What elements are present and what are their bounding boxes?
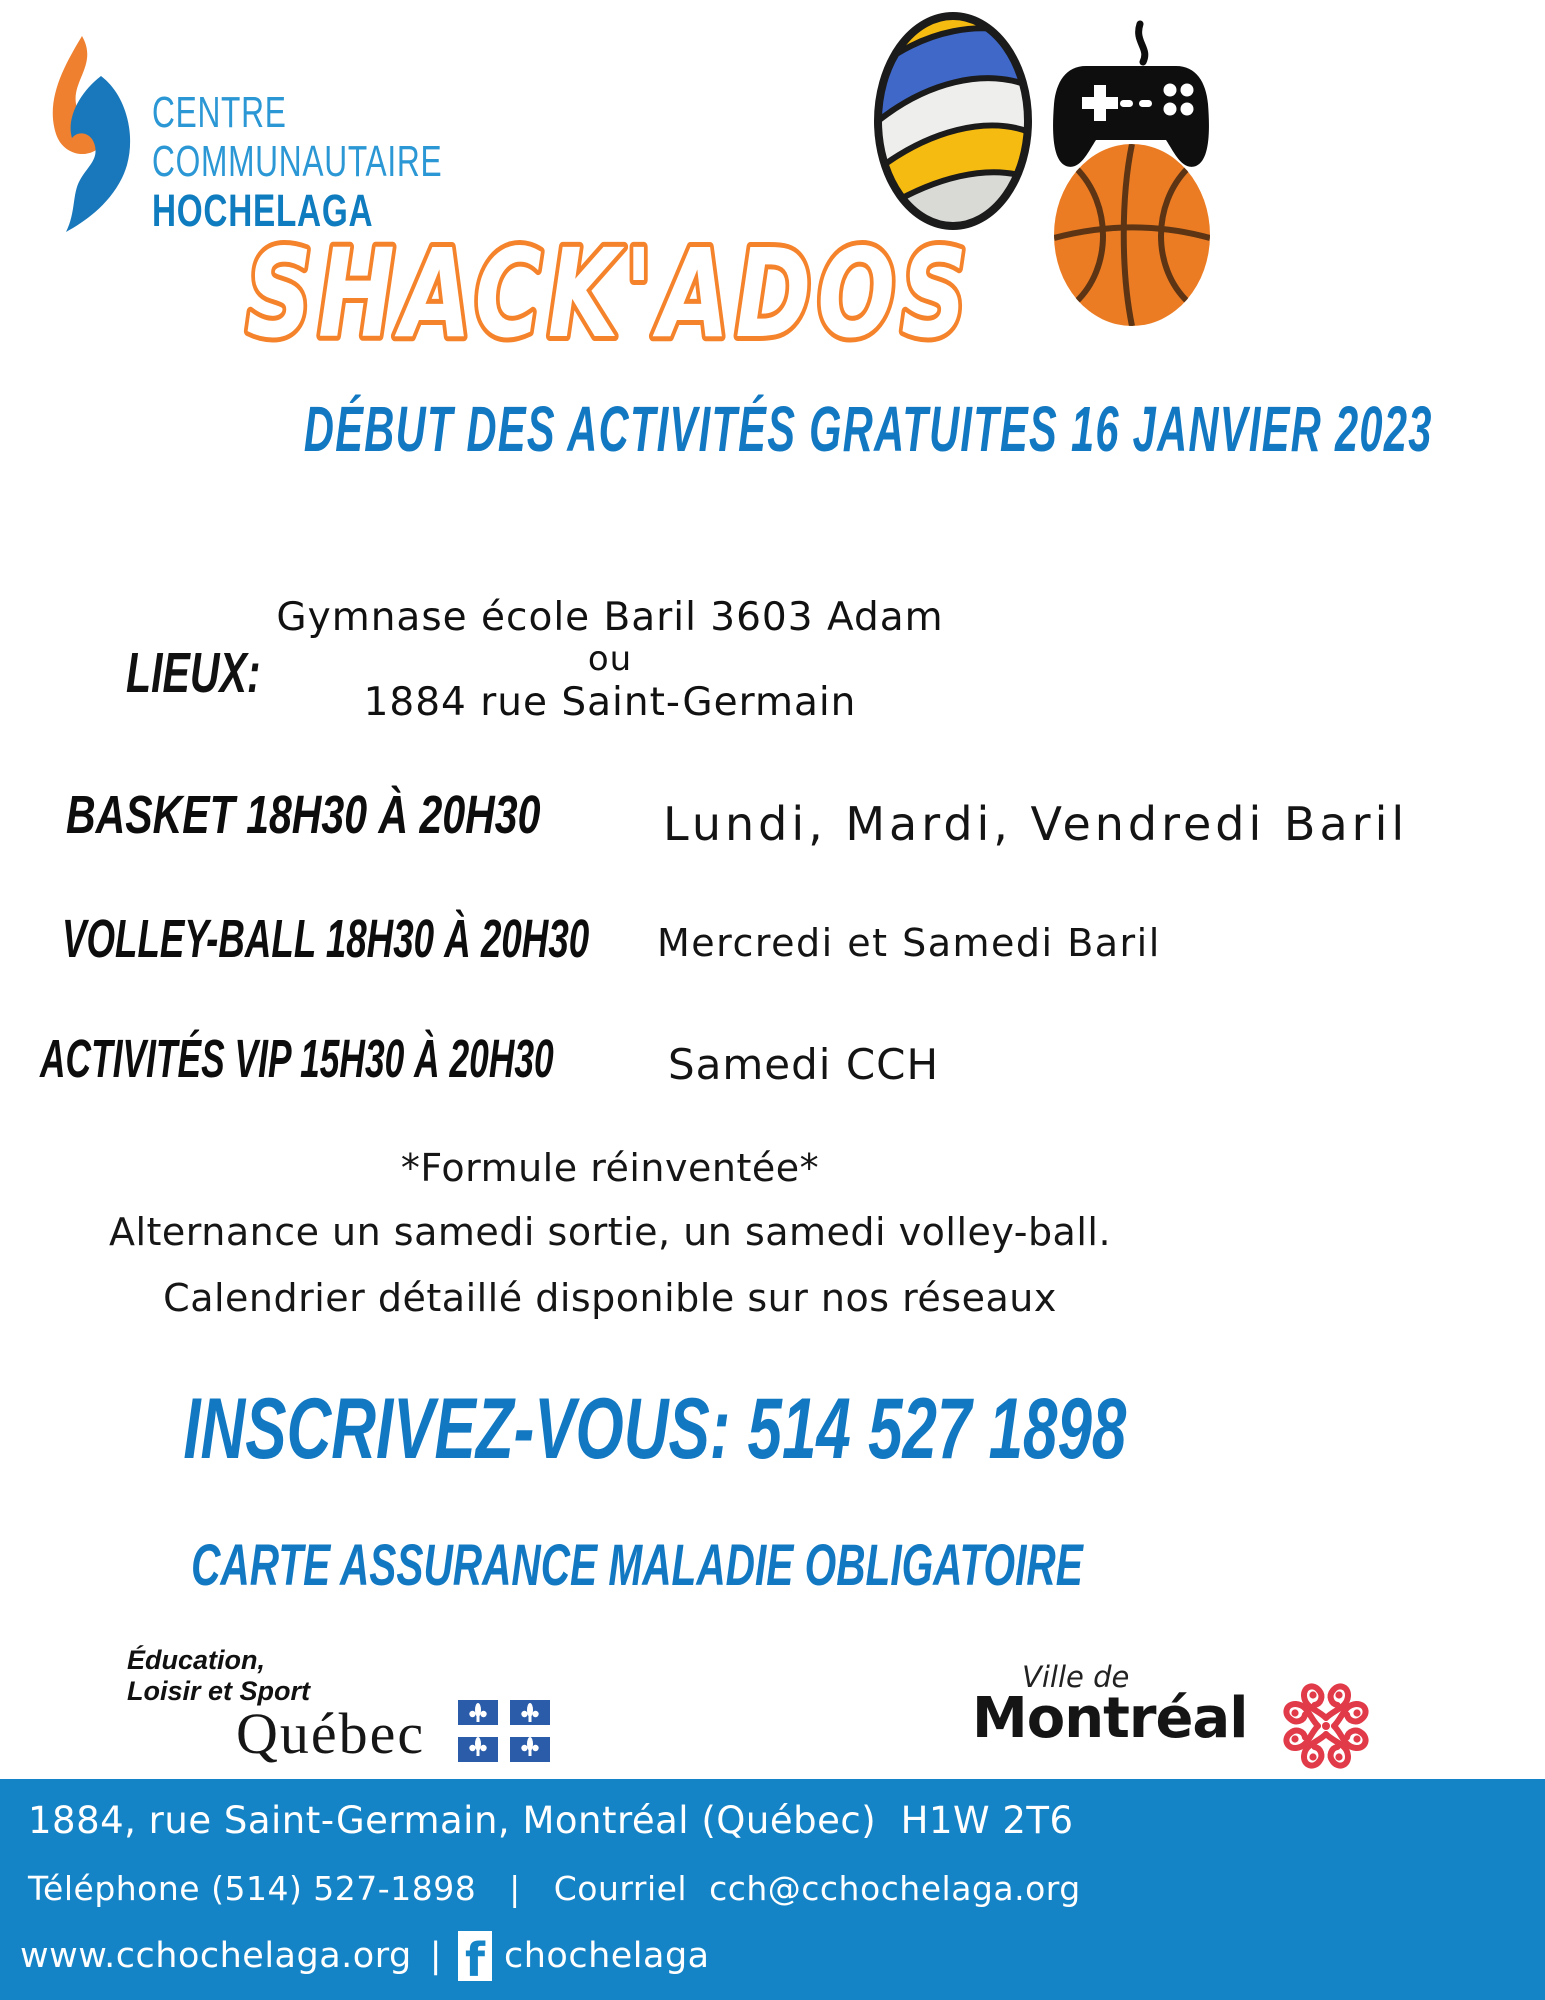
register-text: INSCRIVEZ-VOUS: 514 527 1898 <box>183 1381 1127 1477</box>
facebook-icon: f <box>458 1931 492 1981</box>
headline <box>0 392 1433 466</box>
lieux-line: 1884 rue Saint-Germain <box>363 680 857 725</box>
flame-logo-icon <box>38 30 138 235</box>
note-line: *Formule réinventée* <box>400 1146 820 1190</box>
card-notice-text: CARTE ASSURANCE MALADIE OBLIGATOIRE <box>191 1533 1083 1598</box>
activity-label: ACTIVITÉS VIP 15H30 À 20H30 <box>40 1029 554 1089</box>
page-title-text: SHACK'ADOS <box>246 223 974 366</box>
footer <box>0 1779 1545 2000</box>
volleyball-icon <box>872 8 1034 234</box>
register-heading <box>0 1380 1220 1479</box>
card-notice <box>0 1532 1220 1599</box>
quebec-flag-icon <box>458 1700 550 1762</box>
quebec-wordmark: Québec <box>236 1701 426 1766</box>
montreal-rosette-icon <box>1278 1678 1374 1774</box>
logo-line-3: HOCHELAGA <box>152 185 374 236</box>
quebec-dept-line: Loisir et Sport <box>127 1676 311 1706</box>
activity-label: VOLLEY-BALL 18H30 À 20H30 <box>62 909 590 969</box>
pipe-separator: | <box>429 1936 442 1976</box>
note-line: Calendrier détaillé disponible sur nos réseaux <box>163 1276 1057 1320</box>
facebook-handle: chochelaga <box>504 1936 710 1976</box>
lieux-line: ou <box>587 639 633 679</box>
montreal-prefix: Ville de <box>1022 1660 1130 1694</box>
logo-line-2: COMMUNAUTAIRE <box>152 137 443 186</box>
footer-social-line <box>20 1931 710 1981</box>
page-title <box>0 220 1220 370</box>
activity-schedule: Lundi, Mardi, Vendredi Baril <box>663 797 1409 851</box>
activity-label: BASKET 18H30 À 20H30 <box>66 785 541 845</box>
quebec-dept-line: Éducation, <box>127 1645 266 1675</box>
quebec-logo <box>127 1645 310 1707</box>
note-line: Alternance un samedi sortie, un samedi volley-ball. <box>108 1210 1112 1254</box>
lieux-lines <box>0 594 1220 728</box>
lieux-line: Gymnase école Baril 3603 Adam <box>276 595 944 640</box>
activity-schedule: Mercredi et Samedi Baril <box>657 921 1161 965</box>
footer-website: www.cchochelaga.org <box>20 1936 412 1976</box>
montreal-wordmark: Montréal <box>972 1686 1248 1751</box>
lieux-label-text: LIEUX: <box>126 641 261 705</box>
headline-text: DÉBUT DES ACTIVITÉS GRATUITES 16 JANVIER 2023 <box>303 393 1433 465</box>
activity-schedule: Samedi CCH <box>668 1040 940 1089</box>
footer-contact-line: Téléphone (514) 527-1898 | Courriel cch@cchochelaga.org <box>28 1869 1081 1908</box>
logo-text <box>152 88 555 235</box>
footer-address: 1884, rue Saint-Germain, Montréal (Québec) H1W 2T6 <box>28 1799 1074 1842</box>
logo-line-1: CENTRE <box>152 88 287 137</box>
